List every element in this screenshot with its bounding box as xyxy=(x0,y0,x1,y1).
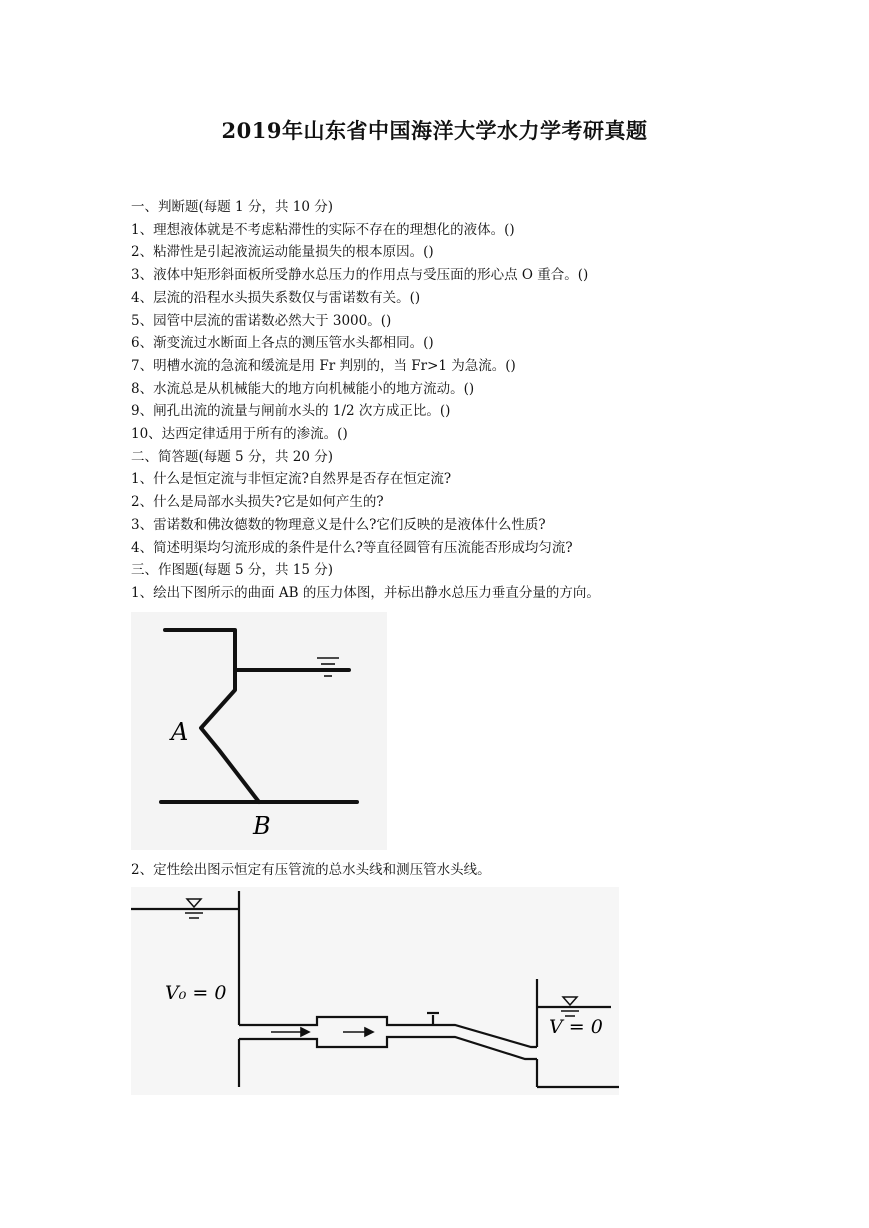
question-line: 2、什么是局部水头损失?它是如何产生的? xyxy=(131,494,384,511)
section-heading: 三、作图题(每题 5 分，共 15 分) xyxy=(131,562,333,579)
figure-curved-surface-svg xyxy=(131,612,387,850)
question-line: 1、什么是恒定流与非恒定流?自然界是否存在恒定流? xyxy=(131,471,452,488)
question-line: 10、达西定律适用于所有的渗流。() xyxy=(131,426,348,443)
section-heading: 一、判断题(每题 1 分，共 10 分) xyxy=(131,199,333,215)
question-line: 7、明槽水流的急流和缓流是用 Fr 判别的，当 Fr>1 为急流。() xyxy=(131,357,516,374)
section-heading: 二、简答题(每题 5 分，共 20 分) xyxy=(131,448,333,465)
question-line: 4、层流的沿程水头损失系数仅与雷诺数有关。() xyxy=(131,289,421,306)
question-line: 8、水流总是从机械能大的地方向机械能小的地方流动。() xyxy=(131,380,475,397)
question-line: 4、简述明渠均匀流形成的条件是什么?等直径圆管有压流能否形成均匀流? xyxy=(131,539,573,556)
figure-pipe-flow xyxy=(131,887,619,1095)
label-a: A xyxy=(171,718,189,746)
flow-arrows xyxy=(271,1028,373,1036)
question-body xyxy=(131,196,831,605)
question-line: 5、园管中层流的雷诺数必然大于 3000。() xyxy=(131,312,392,329)
question-line: 9、闸孔出流的流量与闸前水头的 1/2 次方成正比。() xyxy=(131,403,451,420)
surface-ab xyxy=(201,670,259,802)
question-line: 1、理想液体就是不考虑粘滞性的实际不存在的理想化的液体。() xyxy=(131,221,515,238)
pipe-bottom xyxy=(239,1037,537,1059)
question-line: 3、雷诺数和佛汝德数的物理意义是什么?它们反映的是液体什么性质? xyxy=(131,516,546,533)
question-line: 2、定性绘出图示恒定有压管流的总水头线和测压管水头线。 xyxy=(131,862,491,878)
question-line: 3、液体中矩形斜面板所受静水总压力的作用点与受压面的形心点 O 重合。() xyxy=(131,267,589,284)
water-surface-symbol xyxy=(317,658,339,676)
question-line: 6、渐变流过水断面上各点的测压管水头都相同。() xyxy=(131,335,434,352)
question-line: 2、粘滞性是引起液流运动能量损失的根本原因。() xyxy=(131,244,434,261)
figure-curved-surface-ab xyxy=(131,612,387,850)
page-title: 2019年山东省中国海洋大学水力学考研真题 xyxy=(221,118,648,143)
label-v0: V₀ = 0 xyxy=(165,982,227,1004)
figure-pipe-flow-svg xyxy=(131,887,619,1095)
label-b: B xyxy=(253,812,271,840)
question-line: 1、绘出下图所示的曲面 AB 的压力体图，并标出静水总压力垂直分量的方向。 xyxy=(131,584,600,601)
label-v: V = 0 xyxy=(549,1016,603,1038)
